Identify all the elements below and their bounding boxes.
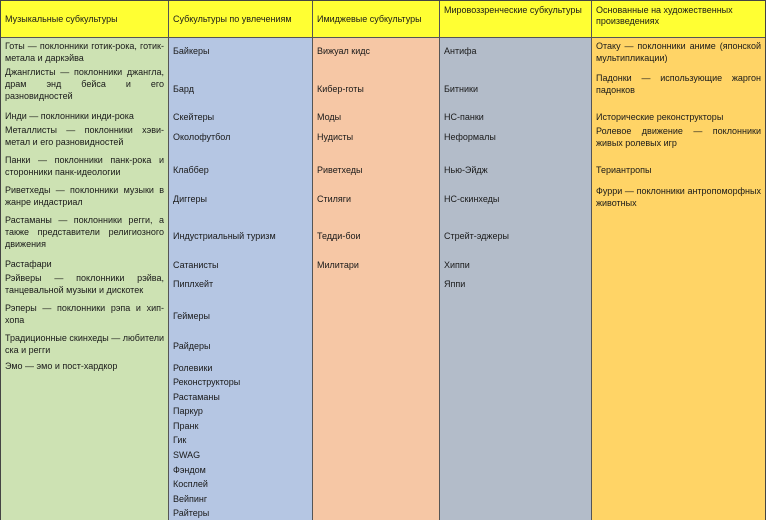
- list-item: Териантропы: [596, 165, 652, 175]
- list-item: Бард: [173, 84, 194, 94]
- list-item: Сатанисты: [173, 260, 219, 270]
- list-item: Растаманы: [173, 392, 220, 402]
- list-item: Рэйверы — поклонники рэйва, танцевальной музыки и дискотек: [5, 273, 164, 295]
- list-item: Косплей: [173, 479, 208, 489]
- list-item: Отаку — поклонники аниме (японской мультипликации): [596, 41, 761, 63]
- list-item: Гик: [173, 435, 187, 445]
- header-image: Имиджевые субкультуры: [313, 1, 440, 38]
- list-item: Ролевое движение — поклонники живых ролевых игр: [596, 126, 761, 148]
- list-item: Моды: [317, 112, 342, 122]
- header-worldview: Мировоззренческие субкультуры: [440, 1, 592, 38]
- list-item: НС-скинхеды: [444, 194, 500, 204]
- list-item: Стрейт-эджеры: [444, 231, 509, 241]
- list-item: Нудисты: [317, 132, 354, 142]
- list-item: Панки — поклонники панк-рока и сторонники панк-идеологии: [5, 155, 164, 177]
- list-item: Милитари: [317, 260, 359, 270]
- list-item: Геймеры: [173, 311, 210, 321]
- list-item: Околофутбол: [173, 132, 231, 142]
- list-item: Ролевики: [173, 363, 213, 373]
- list-item: Реконструкторы: [173, 377, 241, 387]
- list-item: Фэндом: [173, 465, 206, 475]
- list-item: Пранк: [173, 421, 199, 431]
- list-item: Вейпинг: [173, 494, 208, 504]
- list-item: Эмо — эмо и пост-хардкор: [5, 361, 118, 371]
- list-item: Инди — поклонники инди-рока: [5, 111, 134, 121]
- list-item: Неформалы: [444, 132, 496, 142]
- list-item: Райтеры: [173, 508, 210, 518]
- list-item: Вижуал кидс: [317, 46, 371, 56]
- list-item: Падонки — использующие жаргон падонков: [596, 73, 761, 95]
- list-item: Исторические реконструкторы: [596, 112, 724, 122]
- list-item: Риветхеды — поклонники музыки в жанре индастриал: [5, 185, 164, 207]
- list-item: Растаманы — поклонники регги, а также представители религиозного движения: [5, 215, 164, 249]
- header-music: Музыкальные субкультуры: [1, 1, 169, 38]
- list-item: Байкеры: [173, 46, 210, 56]
- list-item: Антифа: [444, 46, 477, 56]
- column-art: [592, 38, 765, 520]
- list-item: Металлисты — поклонники хэви-метал и его разновидностей: [5, 125, 164, 147]
- list-item: SWAG: [173, 450, 201, 460]
- list-item: Индустриальный туризм: [173, 231, 276, 241]
- list-item: Тедди-бои: [317, 231, 361, 241]
- list-item: Джанглисты — поклонники джангла, драм энд бейса и его разновидностей: [5, 67, 164, 101]
- list-item: Традиционные скинхеды — любители ска и регги: [5, 333, 164, 355]
- list-item: Клаббер: [173, 165, 209, 175]
- list-item: Битники: [444, 84, 479, 94]
- column-image: [313, 38, 440, 520]
- list-item: Растафари: [5, 259, 52, 269]
- list-item: Рэперы — поклонники рэпа и хип-хопа: [5, 303, 164, 325]
- list-item: Диггеры: [173, 194, 207, 204]
- header-art: Основанные на художественных произведениях: [592, 1, 765, 38]
- column-hobby: [169, 38, 313, 520]
- list-item: Готы — поклонники готик-рока, готик-метала и даркэйва: [5, 41, 164, 63]
- list-item: Риветхеды: [317, 165, 363, 175]
- list-item: Кибер-готы: [317, 84, 364, 94]
- list-item: Паркур: [173, 406, 203, 416]
- header-hobby: Субкультуры по увлечениям: [169, 1, 313, 38]
- column-music: [1, 38, 169, 520]
- list-item: Фурри — поклонники антропоморфных животных: [596, 186, 761, 208]
- list-item: Хиппи: [444, 260, 470, 270]
- list-item: Яппи: [444, 279, 466, 289]
- list-item: Нью-Эйдж: [444, 165, 488, 175]
- list-item: Райдеры: [173, 341, 211, 351]
- list-item: НС-панки: [444, 112, 484, 122]
- list-item: Стиляги: [317, 194, 352, 204]
- list-item: Пиплхейт: [173, 279, 214, 289]
- list-item: Скейтеры: [173, 112, 215, 122]
- column-worldview: [440, 38, 592, 520]
